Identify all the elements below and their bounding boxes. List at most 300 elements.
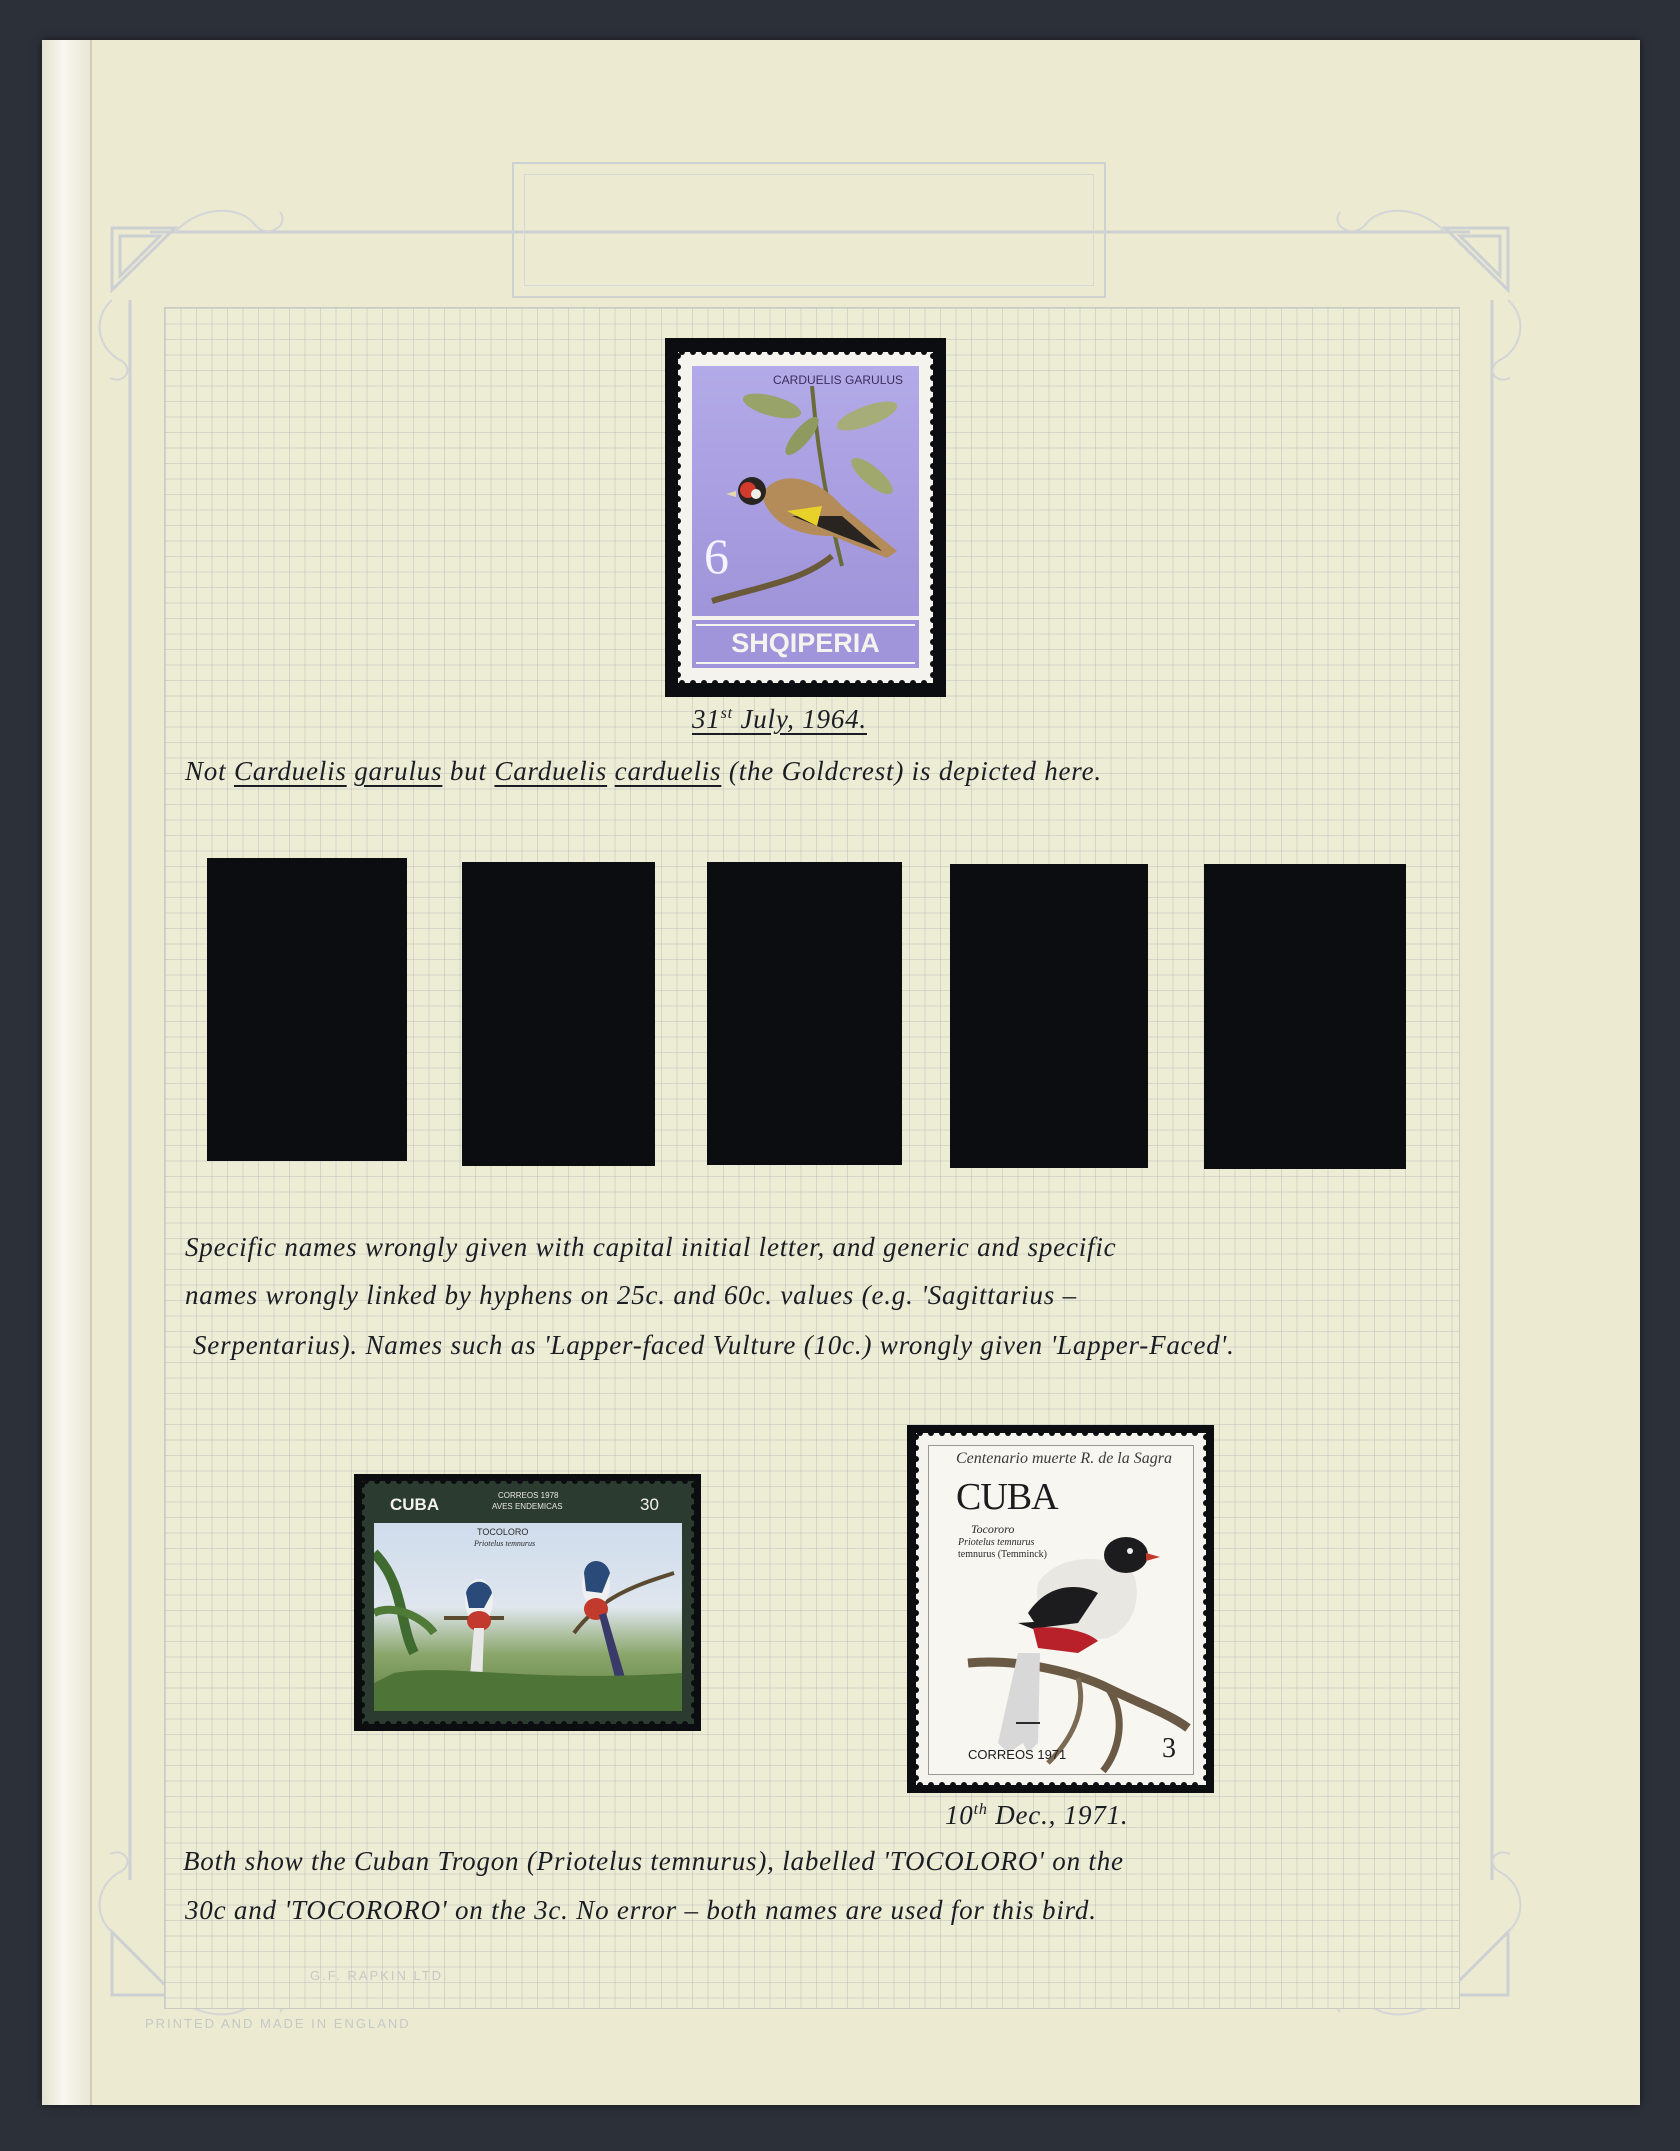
perforation bbox=[1071, 1782, 1077, 1785]
perforation bbox=[734, 680, 740, 683]
perforation bbox=[678, 650, 681, 656]
perforation bbox=[930, 507, 933, 513]
perforation bbox=[690, 680, 696, 683]
perforation bbox=[930, 529, 933, 535]
perforation bbox=[701, 680, 707, 683]
perforation bbox=[910, 352, 916, 355]
note-names-line3: Serpentarius). Names such as 'Lapper-faced Vulture (10c.) wrongly given 'Lapper-Faced'. bbox=[193, 1330, 1235, 1360]
perforation bbox=[362, 1713, 365, 1719]
perforation bbox=[1203, 1500, 1206, 1506]
perforation bbox=[678, 474, 681, 480]
cuba1978-issue-line1: CORREOS 1978 bbox=[498, 1491, 559, 1500]
perforation bbox=[362, 1581, 365, 1587]
perforation bbox=[916, 1511, 919, 1517]
perforation bbox=[1203, 1478, 1206, 1484]
perforation bbox=[1027, 1433, 1033, 1436]
perforation bbox=[678, 661, 681, 667]
perforation bbox=[1093, 1782, 1099, 1785]
perforation bbox=[362, 1636, 365, 1642]
perforation bbox=[678, 353, 681, 359]
perforation bbox=[1203, 1489, 1206, 1495]
perforation bbox=[649, 1481, 655, 1484]
perforation bbox=[691, 1482, 694, 1488]
perforation bbox=[899, 680, 905, 683]
perforation bbox=[362, 1570, 365, 1576]
perforation bbox=[961, 1433, 967, 1436]
perforation bbox=[930, 496, 933, 502]
perforation bbox=[1203, 1467, 1206, 1473]
perforation bbox=[440, 1481, 446, 1484]
perforation bbox=[745, 680, 751, 683]
perforation bbox=[994, 1782, 1000, 1785]
perforation bbox=[362, 1603, 365, 1609]
perforation bbox=[396, 1481, 402, 1484]
perforation bbox=[678, 551, 681, 557]
perforation bbox=[1203, 1566, 1206, 1572]
date-albania: 31st July, 1964. bbox=[692, 704, 867, 734]
perforation bbox=[833, 352, 839, 355]
perforation bbox=[451, 1721, 457, 1724]
perforation bbox=[756, 680, 762, 683]
perforation bbox=[1170, 1433, 1176, 1436]
cuba1978-scientific: Priotelus temnurus bbox=[474, 1539, 536, 1548]
perforation bbox=[561, 1481, 567, 1484]
perforation bbox=[691, 1680, 694, 1686]
perforation bbox=[916, 1467, 919, 1473]
perforation bbox=[638, 1481, 644, 1484]
perforation bbox=[930, 474, 933, 480]
perforation bbox=[1203, 1456, 1206, 1462]
perforation bbox=[800, 352, 806, 355]
perforation bbox=[800, 680, 806, 683]
perforation bbox=[930, 650, 933, 656]
perforation bbox=[1016, 1782, 1022, 1785]
perforation bbox=[1071, 1433, 1077, 1436]
perforation bbox=[528, 1481, 534, 1484]
perforation bbox=[1159, 1782, 1165, 1785]
perforation bbox=[916, 1434, 919, 1440]
perforation bbox=[1203, 1555, 1206, 1561]
perforation bbox=[374, 1721, 380, 1724]
perforation bbox=[484, 1721, 490, 1724]
perforation bbox=[1181, 1433, 1187, 1436]
mount-empty-2 bbox=[462, 862, 655, 1166]
perforation bbox=[928, 1433, 934, 1436]
perforation bbox=[691, 1669, 694, 1675]
perforation bbox=[1203, 1753, 1206, 1759]
perforation bbox=[362, 1669, 365, 1675]
perforation bbox=[1115, 1433, 1121, 1436]
perforation bbox=[407, 1481, 413, 1484]
perforation bbox=[888, 680, 894, 683]
perforation bbox=[495, 1481, 501, 1484]
perforation bbox=[1137, 1782, 1143, 1785]
printed-in-text: PRINTED AND MADE IN ENGLAND bbox=[145, 2016, 411, 2031]
perforation bbox=[1203, 1709, 1206, 1715]
perforation bbox=[866, 352, 872, 355]
perforation bbox=[916, 1764, 919, 1770]
perforation bbox=[930, 562, 933, 568]
perforation bbox=[691, 1691, 694, 1697]
albania-country-band bbox=[692, 620, 919, 668]
cuba1971-footer: CORREOS 1971 bbox=[968, 1747, 1067, 1762]
perforation bbox=[1093, 1433, 1099, 1436]
perforation bbox=[888, 352, 894, 355]
perforation bbox=[916, 1599, 919, 1605]
perforation bbox=[362, 1548, 365, 1554]
perforation bbox=[594, 1481, 600, 1484]
perforation bbox=[916, 1533, 919, 1539]
perforation bbox=[691, 1603, 694, 1609]
perforation bbox=[691, 1570, 694, 1576]
perforation bbox=[930, 419, 933, 425]
stamp-cuba-1978[interactable] bbox=[362, 1481, 694, 1724]
perforation bbox=[778, 680, 784, 683]
perforation bbox=[678, 672, 681, 678]
perforation bbox=[983, 1433, 989, 1436]
perforation bbox=[930, 661, 933, 667]
perforation bbox=[528, 1721, 534, 1724]
perforation bbox=[362, 1537, 365, 1543]
perforation bbox=[916, 1555, 919, 1561]
perforation bbox=[1203, 1775, 1206, 1781]
perforation bbox=[1203, 1511, 1206, 1517]
perforation bbox=[844, 680, 850, 683]
perforation bbox=[462, 1721, 468, 1724]
perforation bbox=[1060, 1433, 1066, 1436]
cuba1971-value: 3 bbox=[1162, 1733, 1176, 1764]
perforation bbox=[789, 680, 795, 683]
perforation bbox=[1148, 1782, 1154, 1785]
perforation bbox=[916, 1544, 919, 1550]
perforation bbox=[671, 1721, 677, 1724]
perforation bbox=[678, 606, 681, 612]
perforation bbox=[1005, 1433, 1011, 1436]
perforation bbox=[916, 1709, 919, 1715]
perforation bbox=[939, 1782, 945, 1785]
perforation bbox=[362, 1614, 365, 1620]
perforation bbox=[385, 1721, 391, 1724]
perforation bbox=[678, 419, 681, 425]
perforation bbox=[701, 352, 707, 355]
perforation bbox=[691, 1636, 694, 1642]
perforation bbox=[877, 680, 883, 683]
cuba1971-bird-name: Tocororo bbox=[971, 1522, 1015, 1536]
perforation bbox=[844, 352, 850, 355]
cuba1971-scientific-1: Priotelus temnurus bbox=[958, 1537, 1035, 1548]
perforation bbox=[691, 1526, 694, 1532]
perforation bbox=[429, 1721, 435, 1724]
perforation bbox=[678, 397, 681, 403]
perforation bbox=[917, 1782, 923, 1785]
perforation bbox=[950, 1782, 956, 1785]
perforation bbox=[778, 352, 784, 355]
perforation bbox=[679, 680, 685, 683]
perforation bbox=[1203, 1764, 1206, 1770]
perforation bbox=[678, 441, 681, 447]
perforation bbox=[1192, 1782, 1198, 1785]
perforation bbox=[930, 353, 933, 359]
perforation bbox=[572, 1721, 578, 1724]
perforation bbox=[1126, 1433, 1132, 1436]
perforation bbox=[916, 1632, 919, 1638]
albania-value: 6 bbox=[704, 528, 729, 584]
perforation bbox=[961, 1782, 967, 1785]
perforation bbox=[930, 639, 933, 645]
perforation bbox=[1170, 1782, 1176, 1785]
cuba1978-issue-line2: AVES ENDEMICAS bbox=[492, 1502, 563, 1511]
perforation bbox=[916, 1643, 919, 1649]
perforation bbox=[678, 540, 681, 546]
perforation bbox=[866, 680, 872, 683]
perforation bbox=[994, 1433, 1000, 1436]
perforation bbox=[691, 1515, 694, 1521]
perforation bbox=[1203, 1544, 1206, 1550]
perforation bbox=[811, 680, 817, 683]
perforation bbox=[930, 430, 933, 436]
perforation bbox=[916, 1731, 919, 1737]
perforation bbox=[691, 1658, 694, 1664]
cuba1971-header: Centenario muerte R. de la Sagra bbox=[956, 1450, 1172, 1467]
perforation bbox=[789, 352, 795, 355]
perforation bbox=[1203, 1621, 1206, 1627]
perforation bbox=[930, 463, 933, 469]
perforation bbox=[506, 1481, 512, 1484]
perforation bbox=[418, 1481, 424, 1484]
perforation bbox=[671, 1481, 677, 1484]
perforation bbox=[451, 1481, 457, 1484]
stamp-cuba-1971[interactable] bbox=[916, 1433, 1206, 1785]
perforation bbox=[930, 628, 933, 634]
perforation bbox=[1203, 1643, 1206, 1649]
perforation bbox=[539, 1721, 545, 1724]
title-box bbox=[512, 162, 1106, 298]
perforation bbox=[916, 1610, 919, 1616]
perforation bbox=[930, 364, 933, 370]
perforation bbox=[930, 617, 933, 623]
perforation bbox=[930, 518, 933, 524]
perforation bbox=[1126, 1782, 1132, 1785]
printer-name: G.F. RAPKIN LTD. bbox=[310, 1968, 449, 1983]
perforation bbox=[833, 680, 839, 683]
perforation bbox=[930, 540, 933, 546]
perforation bbox=[362, 1680, 365, 1686]
perforation bbox=[930, 452, 933, 458]
mount-empty-1 bbox=[207, 858, 407, 1161]
perforation bbox=[678, 573, 681, 579]
perforation bbox=[605, 1721, 611, 1724]
perforation bbox=[691, 1625, 694, 1631]
perforation bbox=[939, 1433, 945, 1436]
perforation bbox=[678, 463, 681, 469]
perforation bbox=[921, 352, 927, 355]
perforation bbox=[440, 1721, 446, 1724]
perforation bbox=[1192, 1433, 1198, 1436]
perforation bbox=[916, 1577, 919, 1583]
perforation bbox=[678, 496, 681, 502]
perforation bbox=[691, 1537, 694, 1543]
perforation bbox=[972, 1433, 978, 1436]
note-names-line2: names wrongly linked by hyphens on 25c. and 60c. values (e.g. 'Sagittarius – bbox=[185, 1280, 1077, 1310]
perforation bbox=[930, 573, 933, 579]
perforation bbox=[691, 1581, 694, 1587]
perforation bbox=[916, 1445, 919, 1451]
perforation bbox=[1082, 1433, 1088, 1436]
perforation bbox=[1115, 1782, 1121, 1785]
perforation bbox=[916, 1566, 919, 1572]
perforation bbox=[691, 1592, 694, 1598]
perforation bbox=[583, 1721, 589, 1724]
perforation bbox=[561, 1721, 567, 1724]
perforation bbox=[916, 1489, 919, 1495]
perforation bbox=[678, 639, 681, 645]
perforation bbox=[363, 1721, 369, 1724]
perforation bbox=[362, 1482, 365, 1488]
perforation bbox=[678, 364, 681, 370]
albania-caption: CARDUELIS GARULUS bbox=[773, 373, 904, 387]
perforation bbox=[374, 1481, 380, 1484]
perforation bbox=[583, 1481, 589, 1484]
perforation bbox=[362, 1691, 365, 1697]
perforation bbox=[550, 1481, 556, 1484]
perforation bbox=[916, 1522, 919, 1528]
perforation bbox=[682, 1481, 688, 1484]
perforation bbox=[756, 352, 762, 355]
perforation bbox=[899, 352, 905, 355]
mount-empty-3 bbox=[707, 862, 902, 1165]
perforation bbox=[822, 680, 828, 683]
cuba1978-value: 30 bbox=[640, 1495, 659, 1514]
perforation bbox=[362, 1658, 365, 1664]
perforation bbox=[691, 1504, 694, 1510]
cuba1978-bird-name: TOCOLORO bbox=[477, 1527, 529, 1537]
perforation bbox=[767, 352, 773, 355]
perforation bbox=[362, 1515, 365, 1521]
perforation bbox=[429, 1481, 435, 1484]
perforation bbox=[767, 680, 773, 683]
perforation bbox=[1203, 1588, 1206, 1594]
cuba1971-country: CUBA bbox=[956, 1476, 1058, 1518]
perforation bbox=[678, 518, 681, 524]
perforation bbox=[723, 352, 729, 355]
perforation bbox=[1203, 1665, 1206, 1671]
perforation bbox=[1203, 1720, 1206, 1726]
perforation bbox=[616, 1481, 622, 1484]
perforation bbox=[594, 1721, 600, 1724]
perforation bbox=[649, 1721, 655, 1724]
perforation bbox=[473, 1721, 479, 1724]
perforation bbox=[930, 551, 933, 557]
note-names-line1: Specific names wrongly given with capital initial letter, and generic and specific bbox=[185, 1232, 1117, 1262]
perforation bbox=[972, 1782, 978, 1785]
perforation bbox=[362, 1592, 365, 1598]
perforation bbox=[362, 1559, 365, 1565]
perforation bbox=[745, 352, 751, 355]
stamp-albania[interactable] bbox=[678, 352, 933, 683]
note-trogon-line1: Both show the Cuban Trogon (Priotelus temnurus), labelled 'TOCOLORO' on the bbox=[183, 1846, 1124, 1876]
perforation bbox=[916, 1687, 919, 1693]
perforation bbox=[930, 595, 933, 601]
perforation bbox=[484, 1481, 490, 1484]
perforation bbox=[539, 1481, 545, 1484]
perforation bbox=[1203, 1632, 1206, 1638]
albania-country: SHQIPERIA bbox=[731, 628, 880, 658]
perforation bbox=[418, 1721, 424, 1724]
perforation bbox=[691, 1647, 694, 1653]
perforation bbox=[660, 1481, 666, 1484]
perforation bbox=[877, 352, 883, 355]
perforation bbox=[1203, 1731, 1206, 1737]
perforation bbox=[1104, 1782, 1110, 1785]
note-goldfinch: Not Carduelis garulus but Carduelis carduelis (the Goldcrest) is depicted here. bbox=[185, 756, 1102, 786]
perforation bbox=[1049, 1782, 1055, 1785]
perforation bbox=[638, 1721, 644, 1724]
perforation bbox=[678, 386, 681, 392]
perforation bbox=[627, 1721, 633, 1724]
perforation bbox=[1203, 1434, 1206, 1440]
perforation bbox=[678, 617, 681, 623]
perforation bbox=[1016, 1433, 1022, 1436]
perforation bbox=[855, 680, 861, 683]
trogon-pair-illustration bbox=[374, 1523, 682, 1711]
perforation bbox=[362, 1504, 365, 1510]
perforation bbox=[1203, 1610, 1206, 1616]
date-cuba-1971: 10th Dec., 1971. bbox=[945, 1800, 1129, 1830]
perforation bbox=[916, 1654, 919, 1660]
perforation bbox=[916, 1676, 919, 1682]
perforation bbox=[678, 595, 681, 601]
perforation bbox=[916, 1720, 919, 1726]
perforation bbox=[407, 1721, 413, 1724]
perforation bbox=[691, 1614, 694, 1620]
perforation bbox=[691, 1559, 694, 1565]
perforation bbox=[462, 1481, 468, 1484]
perforation bbox=[916, 1698, 919, 1704]
perforation bbox=[678, 452, 681, 458]
perforation bbox=[1038, 1433, 1044, 1436]
perforation bbox=[396, 1721, 402, 1724]
perforation bbox=[1159, 1433, 1165, 1436]
perforation bbox=[678, 408, 681, 414]
perforation bbox=[916, 1775, 919, 1781]
perforation bbox=[495, 1721, 501, 1724]
perforation bbox=[910, 680, 916, 683]
perforation bbox=[1148, 1433, 1154, 1436]
perforation bbox=[712, 680, 718, 683]
perforation bbox=[1203, 1445, 1206, 1451]
perforation bbox=[678, 375, 681, 381]
perforation bbox=[690, 352, 696, 355]
perforation bbox=[916, 1753, 919, 1759]
perforation bbox=[930, 485, 933, 491]
perforation bbox=[1203, 1522, 1206, 1528]
cuba1971-scientific-2: temnurus (Temminck) bbox=[958, 1549, 1047, 1560]
perforation bbox=[1203, 1742, 1206, 1748]
perforation bbox=[930, 397, 933, 403]
perforation bbox=[550, 1721, 556, 1724]
perforation bbox=[930, 584, 933, 590]
perforation bbox=[627, 1481, 633, 1484]
perforation bbox=[691, 1702, 694, 1708]
perforation bbox=[1049, 1433, 1055, 1436]
perforation bbox=[916, 1588, 919, 1594]
perforation bbox=[691, 1493, 694, 1499]
perforation bbox=[1060, 1782, 1066, 1785]
perforation bbox=[691, 1713, 694, 1719]
perforation bbox=[362, 1625, 365, 1631]
perforation bbox=[916, 1478, 919, 1484]
perforation bbox=[362, 1647, 365, 1653]
